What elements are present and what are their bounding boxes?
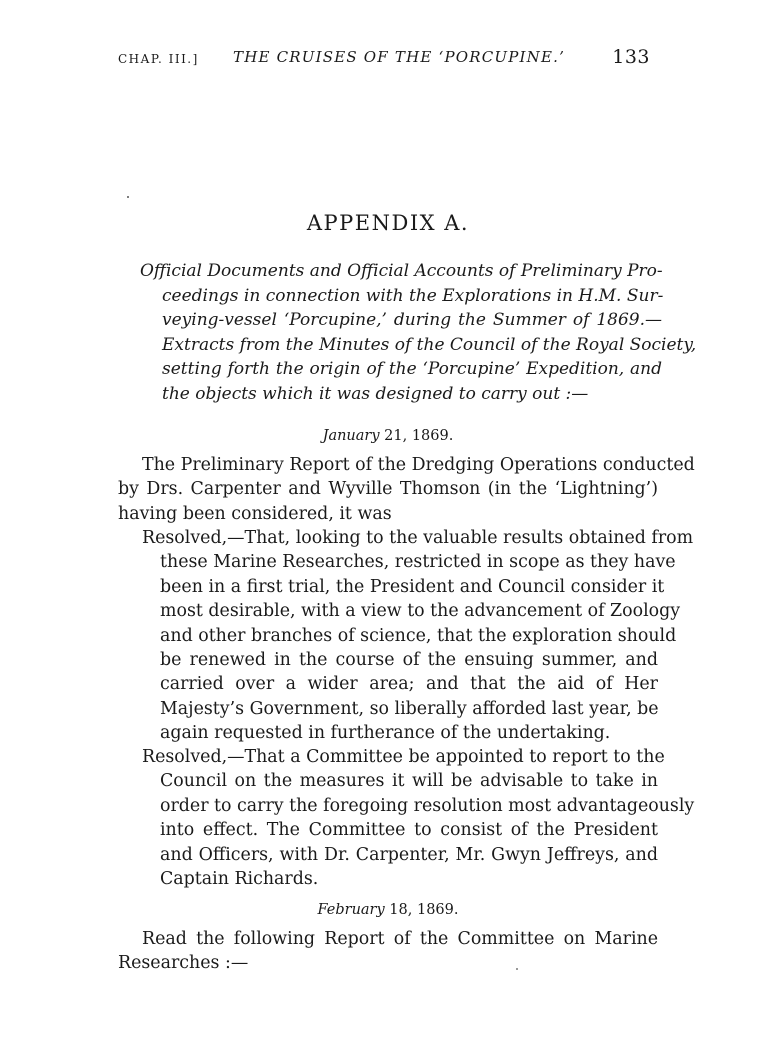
text-line: be renewed in the course of the ensuing summer, and (160, 650, 658, 671)
text-line: again requested in furtherance of the undertaking. (160, 723, 611, 744)
page-number: 133 (612, 46, 650, 68)
text-line: having been considered, it was (118, 503, 392, 524)
intro-line: veying-vessel ‘Porcupine,’ during the Summer of 1869.— (162, 310, 662, 331)
text-line: and other branches of science, that the exploration should (160, 625, 677, 646)
date-month: February (317, 902, 385, 918)
chapter-label: CHAP. III.] (118, 52, 199, 66)
text-line: Read the following Report of the Committee on Marine (142, 929, 658, 949)
date-month: January (322, 428, 380, 444)
text-line: carried over a wider area; and that the aid of Her (160, 674, 658, 695)
text-line: order to carry the foregoing resolution most advantageously (160, 795, 695, 816)
text-line: Council on the measures it will be advisable to take in (160, 771, 658, 792)
date-rest: 21, 1869. (379, 428, 454, 444)
paragraph-committee-report (118, 927, 658, 976)
text-line: The Preliminary Report of the Dredging Operations conducted (142, 455, 695, 475)
text-line: Resolved,—That a Committee be appointed to report to the (142, 747, 665, 767)
paragraph-resolved-1 (142, 526, 694, 746)
intro-line: ceedings in connection with the Explorations in H.M. Sur- (162, 285, 664, 306)
text-line: Researches :— (118, 953, 249, 974)
date-heading-january (0, 428, 776, 444)
text-line: been in a first trial, the President and Council consider it (160, 576, 665, 597)
text-line: these Marine Researches, restricted in scope as they have (160, 552, 676, 573)
text-line: Resolved,—That, looking to the valuable results obtained from (142, 528, 694, 548)
text-line: most desirable, with a view to the advancement of Zoology (160, 601, 681, 622)
text-line: Captain Richards. (160, 869, 319, 890)
intro-line: setting forth the origin of the ‘Porcupine’ Expedition, and (162, 359, 662, 380)
text-line: into effect. The Committee to consist of the President (160, 820, 658, 841)
running-title: THE CRUISES OF THE ‘PORCUPINE.’ (233, 48, 566, 66)
paragraph-resolved-2 (142, 745, 695, 891)
ink-speck (127, 196, 129, 198)
text-line: and Officers, with Dr. Carpenter, Mr. Gwyn Jeffreys, and (160, 844, 658, 865)
text-line: Majesty’s Government, so liberally afforded last year, be (160, 698, 659, 719)
date-rest: 18, 1869. (384, 902, 459, 918)
running-header (118, 46, 658, 72)
appendix-title: APPENDIX A. (306, 211, 470, 235)
date-heading-february (0, 902, 776, 918)
intro-line: the objects which it was designed to carry out :— (162, 383, 589, 404)
appendix-intro (140, 259, 697, 407)
ink-speck (516, 968, 518, 970)
intro-line: Official Documents and Official Accounts of Preliminary Pro- (140, 261, 663, 281)
text-line: by Drs. Carpenter and Wyville Thomson (in the ‘Lightning’) (118, 479, 658, 500)
paragraph-preliminary-report (118, 453, 695, 526)
intro-line: Extracts from the Minutes of the Council of the Royal Society, (162, 334, 697, 355)
